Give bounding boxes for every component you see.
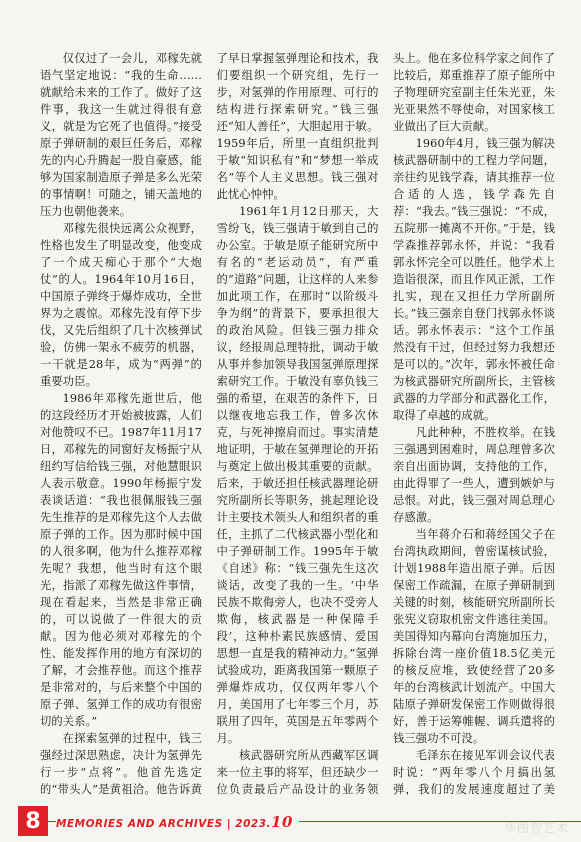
page-footer — [0, 804, 581, 842]
paragraph: 在探索氢弹的过程中，钱三强经过深思熟虑，决计为氢弹先行一步“点将”。他首先选定的“带头人”是黄祖洽。他告诉黄 — [40, 732, 202, 795]
paragraph: 1960年4月，钱三强为解决核武器研制中的工程力学问题，亲往约见钱学森，请其推荐一位合适的人选，钱学森先自荐：“我去。”钱三强说：“不成，五院那一摊离不开你。”于是，钱学森推荐郭永怀，并说：“我看郭永怀完全可以胜任。他学术上造诣很深，而且作风正派，工作扎实，现在又担任力学所副所长。”钱三强亲自登门找郭永怀谈话。郭永怀表示：“这个工作虽然没有干过，但经过努力我想还是可以的。”次年，郭永怀被任命为核武器研究所副所长，主管核武器的力学部分和武器化工作，取得了卓越的成就。 — [393, 137, 555, 422]
page-number: 8 — [18, 806, 48, 836]
text-column-2 — [217, 50, 379, 795]
text-column-1 — [40, 50, 202, 795]
journal-separator: | — [226, 818, 232, 830]
paragraph: 1986年邓稼先逝世后，他的这段经历才开始被披露，人们对他赞叹不已。1987年11月17日，邓稼先的同窗好友杨振宁从纽约写信给钱三强，对他慧眼识人表示敬意。1990年杨振宁发表谈话道：“我也很佩服钱三强先生推荐的是邓稼先这个人去做原子弹的工作。因为那时候中国的人很多啊，他为什么推荐邓稼先呢？我想，他当时有这个眼光，指派了邓稼先做这件事情，现在看起来，当然是非常正确的，可以说做了一件很大的贡献。因为他必须对邓稼先的个性、能发挥作用的地方有深切的了解，才会推荐他。而这个推荐是非常对的，与后来整个中国的原子弹、氢弹工作的成功有很密切的关系。” — [40, 392, 202, 728]
journal-year: 2023. — [235, 818, 272, 830]
paragraph: 毛泽东在接见军训会议代表时说：“两年零八个月搞出氢弹，我们的发展速度超过了美 — [393, 749, 555, 795]
journal-issue: 10 — [271, 813, 293, 831]
paragraph: 邓稼先很快远离公众视野，性格也发生了明显改变，他变成了一个成天痴心于那个“大炮仗”的人。1964年10月16日，中国原子弹终于爆炸成功，全世界为之震惊。邓稼先没有停下步伐，又先后组织了几十次核弹试验，仿佛一架永不疲劳的机器，一干就是28年，成为“两弹”的重要功臣。 — [40, 222, 202, 388]
paragraph: 当年蒋介石和蒋经国父子在台湾执政期间，曾密谋核试验，计划1988年造出原子弹。后因保密工作疏漏，在原子弹研制到关键的时刻，核能研究所副所长张宪义窃取机密文件逃往美国。美国得知内幕向台湾施加压力，拆除台湾一座价值18.5亿美元的核反应堆，致使经营了20多年的台湾核武计划流产。中国大陆原子弹研发保密工作则做得很好，善于运筹帷幄、调兵遣将的钱三强功不可没。 — [393, 528, 555, 745]
text-column-3 — [393, 50, 555, 795]
journal-title — [56, 813, 299, 831]
journal-name: MEMORIES AND ARCHIVES — [56, 818, 223, 830]
paragraph: 了早日掌握氢弹理论和技术，我们要组织一个研究组，先行一步，对氢弹的作用原理、可行的结构进行探索研究。”钱三强还“知人善任”，大胆起用于敏。1959年后，所里一直组织批判于敏“知识私有”和“梦想一举成名”等个人主义思想。钱三强对此忧心忡忡。 — [216, 52, 379, 201]
article-body — [40, 50, 555, 795]
paragraph: 核武器研究所从西藏军区调来一位主事的将军，但还缺少一位负责最后产品设计的业务领 — [216, 749, 379, 795]
paragraph: 凡此种种，不胜枚举。在钱三强遇到困难时，周总理曾多次亲自出面协调，支持他的工作，由此得罪了一些人，遭到嫉妒与忌恨。对此，钱三强对周总理心存感激。 — [393, 426, 555, 524]
paragraph: 仅仅过了一会儿，邓稼先就语气坚定地说：“我的生命……就献给未来的工作了。做好了这件事，我这一生就过得很有意义，就是为它死了也值得。”接受原子弹研制的艰巨任务后，邓稼先的内心升腾起一股自豪感，能够为国家制造原子弹是多么光荣的事情啊！可随之，铺天盖地的压力也朝他袭来。 — [40, 52, 202, 218]
paragraph: 1961年1月12日那天，大雪纷飞，钱三强请于敏到自己的办公室。于敏是原子能研究所中有名的“老运动员”，有严重的“道路”问题，让这样的人来参加此项工作，在那时“以阶级斗争为纲”的背景下，要承担很大的政治风险。但钱三强力排众议，经报周总理特批，调动于敏从事并参加领导我国氢弹原理探索研究工作。于敏没有辜负钱三强的希望，在艰苦的条件下，日以继夜地忘我工作，曾多次休克，与死神擦肩而过。事实清楚地证明，于敏在氢弹理论的开拓与奠定上做出极其重要的贡献。后来，于敏还担任核武器理论研究所副所长等职务，挑起理论设计主要技术领头人和组织者的重任，主抓了二代核武器小型化和中子弹研制工作。1995年于敏《自述》称：“钱三强先生这次谈话，改变了我的一生。‘中华民族不欺侮旁人，也决不受旁人欺侮，核武器是一种保障手段’，这种朴素民族感情、爱国思想一直是我的精神动力。”氢弹试验成功，距离我国第一颗原子弹爆炸成功，仅仅两年零八个月，美国用了七年零三个月，苏联用了四年，英国是五年零两个月。 — [216, 205, 379, 745]
watermark: 华图智艺术 — [503, 821, 569, 835]
paragraph: 头上。他在多位科学家之间作了比较后，郑重推荐了原子能所中子物理研究室副主任朱光亚，朱光亚果然不辱使命，对国家核工业做出了巨大贡献。 — [393, 52, 555, 133]
